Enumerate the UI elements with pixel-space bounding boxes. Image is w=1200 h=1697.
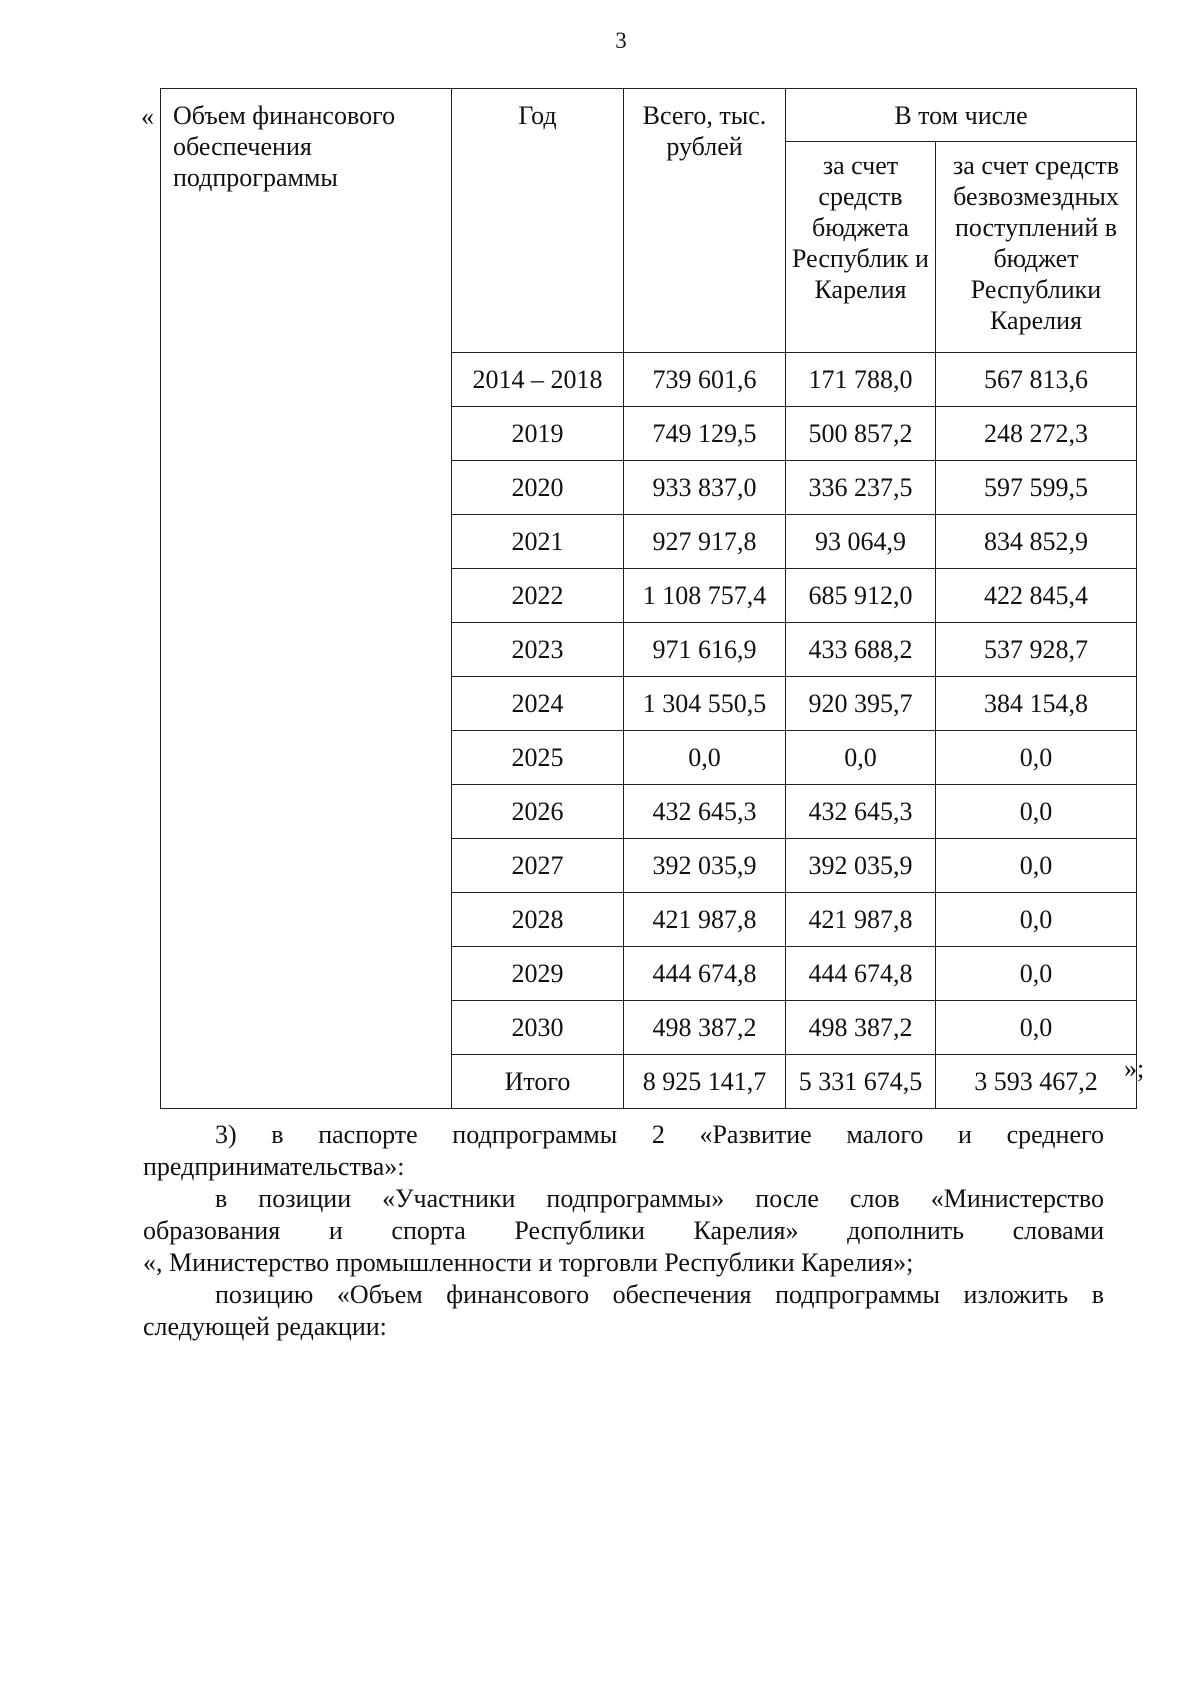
table-header-row xyxy=(161,89,1137,142)
cell-grants: 0,0 xyxy=(936,785,1137,839)
cell-grants: 0,0 xyxy=(936,947,1137,1001)
cell-total: 933 837,0 xyxy=(624,461,786,515)
financing-label: Объем финансового обеспечения подпрограммы xyxy=(161,89,452,1109)
paragraph-line: «, Министерство промышленности и торговли Республики Карелия»; xyxy=(143,1248,914,1277)
cell-total: 8 925 141,7 xyxy=(624,1055,786,1109)
cell-total: 498 387,2 xyxy=(624,1001,786,1055)
cell-total: 1 108 757,4 xyxy=(624,569,786,623)
cell-total: 444 674,8 xyxy=(624,947,786,1001)
cell-budget: 336 237,5 xyxy=(786,461,936,515)
cell-budget: 5 331 674,5 xyxy=(786,1055,936,1109)
paragraph-line: 3) в паспорте подпрограммы 2 «Развитие малого и среднего xyxy=(215,1120,1104,1149)
cell-grants: 3 593 467,2 xyxy=(936,1055,1137,1109)
cell-budget: 93 064,9 xyxy=(786,515,936,569)
header-grants: за счет средств безвозмездных поступлений в бюджет Республики Карелия xyxy=(936,142,1137,353)
cell-grants: 834 852,9 xyxy=(936,515,1137,569)
cell-budget: 421 987,8 xyxy=(786,893,936,947)
cell-total: 739 601,6 xyxy=(624,353,786,407)
cell-year: 2023 xyxy=(452,623,624,677)
cell-year: 2022 xyxy=(452,569,624,623)
paragraph-line: предпринимательства»: xyxy=(143,1152,405,1181)
cell-year: 2020 xyxy=(452,461,624,515)
opening-quote: « xyxy=(141,102,154,131)
cell-total: 421 987,8 xyxy=(624,893,786,947)
cell-year: 2025 xyxy=(452,731,624,785)
cell-grants: 0,0 xyxy=(936,1001,1137,1055)
financing-table xyxy=(160,88,1137,1109)
cell-budget: 392 035,9 xyxy=(786,839,936,893)
cell-total: 0,0 xyxy=(624,731,786,785)
header-budget: за счет средств бюджета Республик и Карелия xyxy=(786,142,936,353)
cell-total: 432 645,3 xyxy=(624,785,786,839)
cell-grants: 597 599,5 xyxy=(936,461,1137,515)
cell-year: 2026 xyxy=(452,785,624,839)
cell-grants: 384 154,8 xyxy=(936,677,1137,731)
cell-grants: 0,0 xyxy=(936,893,1137,947)
cell-year: 2030 xyxy=(452,1001,624,1055)
cell-total: 971 616,9 xyxy=(624,623,786,677)
cell-budget: 444 674,8 xyxy=(786,947,936,1001)
cell-grants: 422 845,4 xyxy=(936,569,1137,623)
cell-year: 2027 xyxy=(452,839,624,893)
cell-budget: 432 645,3 xyxy=(786,785,936,839)
header-year: Год xyxy=(452,89,624,353)
header-total: Всего, тыс. рублей xyxy=(624,89,786,353)
cell-budget: 500 857,2 xyxy=(786,407,936,461)
cell-budget: 498 387,2 xyxy=(786,1001,936,1055)
cell-year: 2024 xyxy=(452,677,624,731)
cell-year: 2028 xyxy=(452,893,624,947)
header-including: В том числе xyxy=(786,89,1137,142)
cell-budget: 920 395,7 xyxy=(786,677,936,731)
cell-year: 2014 – 2018 xyxy=(452,353,624,407)
closing-quote: »; xyxy=(1124,1054,1145,1083)
cell-budget: 433 688,2 xyxy=(786,623,936,677)
cell-total: 927 917,8 xyxy=(624,515,786,569)
cell-total: 749 129,5 xyxy=(624,407,786,461)
cell-year: 2029 xyxy=(452,947,624,1001)
page-number: 3 xyxy=(615,28,627,53)
paragraph-line: в позиции «Участники подпрограммы» после слов «Министерство xyxy=(215,1184,1104,1213)
cell-budget: 0,0 xyxy=(786,731,936,785)
cell-grants: 0,0 xyxy=(936,839,1137,893)
paragraph-line: образования и спорта Республики Карелия» дополнить словами xyxy=(143,1216,1104,1245)
paragraph-line: позицию «Объем финансового обеспечения подпрограммы изложить в xyxy=(215,1280,1104,1309)
cell-year: Итого xyxy=(452,1055,624,1109)
cell-grants: 0,0 xyxy=(936,731,1137,785)
cell-grants: 567 813,6 xyxy=(936,353,1137,407)
cell-grants: 248 272,3 xyxy=(936,407,1137,461)
cell-total: 392 035,9 xyxy=(624,839,786,893)
paragraph-line: следующей редакции: xyxy=(143,1312,387,1341)
cell-total: 1 304 550,5 xyxy=(624,677,786,731)
cell-budget: 685 912,0 xyxy=(786,569,936,623)
cell-year: 2021 xyxy=(452,515,624,569)
cell-grants: 537 928,7 xyxy=(936,623,1137,677)
cell-year: 2019 xyxy=(452,407,624,461)
cell-budget: 171 788,0 xyxy=(786,353,936,407)
